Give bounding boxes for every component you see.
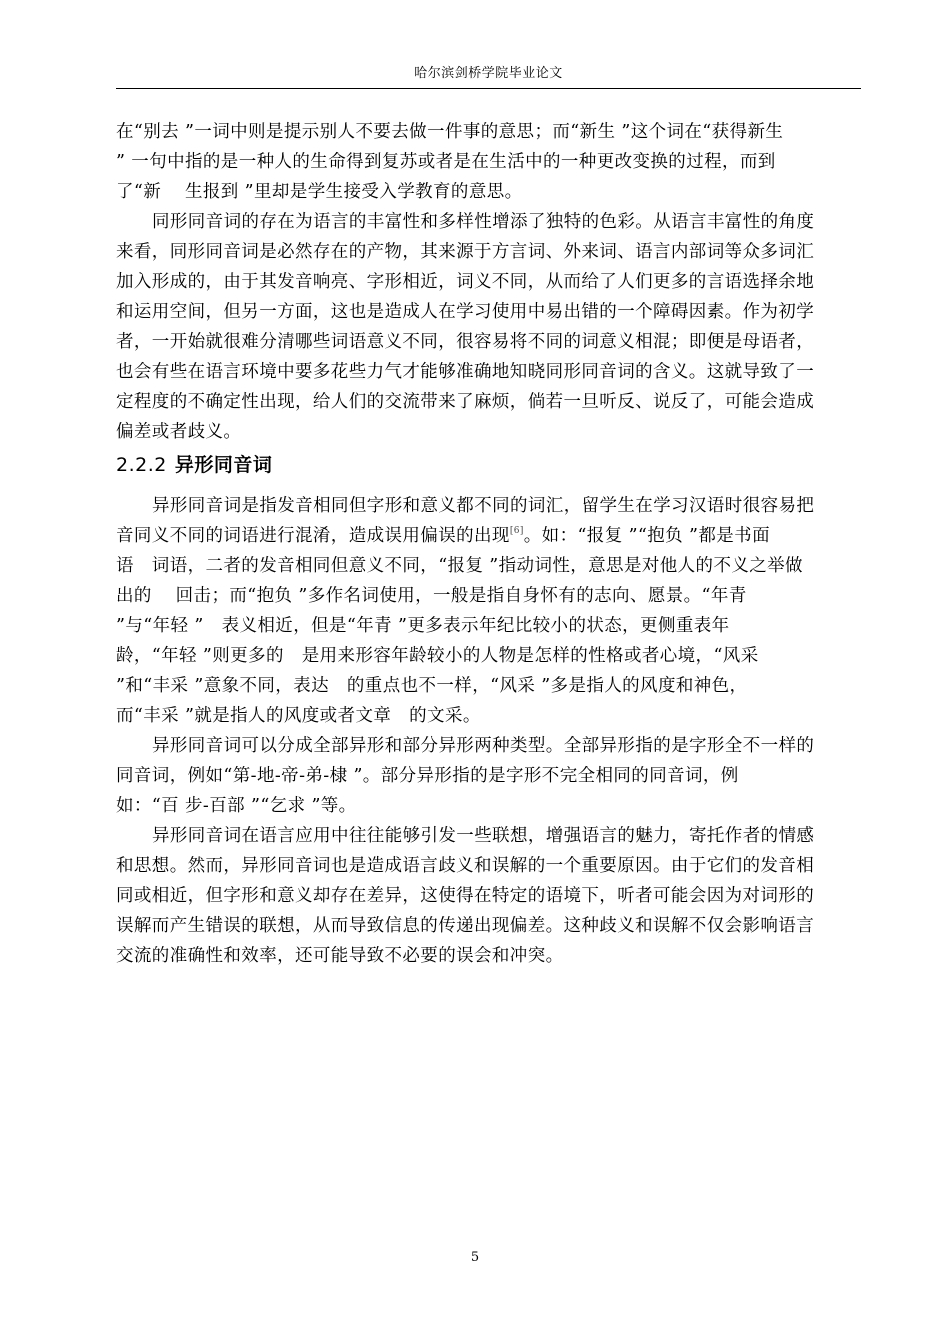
page-header xyxy=(116,64,861,89)
paragraph-1 xyxy=(116,117,868,207)
paragraph-line: 和运用空间，但另一方面，这也是造成人在学习使用中易出错的一个障碍因素。作为初学 xyxy=(116,302,815,322)
section-title: 异形同音词 xyxy=(174,454,273,476)
paragraph-line: 同音词，例如“第-地-帝-弟-棣 ”。部分异形指的是字形不完全相同的同音词，例 xyxy=(116,766,739,786)
line-text: 音同义不同的词语进行混淆，造成误用偏误的出现 xyxy=(116,526,510,546)
paragraph-line: 偏差或者歧义。 xyxy=(116,422,242,442)
paragraph-line: 异形同音词是指发音相同但字形和意义都不同的词汇，留学生在学习汉语时很容易把 xyxy=(152,496,815,516)
paragraph-line: 了“新 生报到 ”里却是学生接受入学教育的意思。 xyxy=(116,182,523,202)
page-number: 5 xyxy=(470,1250,480,1265)
citation-ref: [6] xyxy=(509,526,524,536)
paragraph-line: 同或相近，但字形和意义却存在差异，这使得在特定的语境下，听者可能会因为对词形的 xyxy=(116,886,815,906)
paragraph-3 xyxy=(116,491,868,731)
paragraph-2 xyxy=(116,207,868,447)
line-text: 。如：“报复 ”“抱负 ”都是书面 xyxy=(523,526,770,546)
paragraph-line: 同形同音词的存在为语言的丰富性和多样性增添了独特的色彩。从语言丰富性的角度 xyxy=(152,212,815,232)
paragraph-line: 和思想。然而，异形同音词也是造成语言歧义和误解的一个重要原因。由于它们的发音相 xyxy=(116,856,815,876)
paragraph-line: 来看，同形同音词是必然存在的产物，其来源于方言词、外来词、语言内部词等众多词汇 xyxy=(116,242,815,262)
section-number: 2.2.2 xyxy=(116,454,167,476)
paragraph-line: 出的 回击；而“抱负 ”多作名词使用，一般是指自身怀有的志向、愿景。“年青 xyxy=(116,586,747,606)
paragraph-line: 异形同音词可以分成全部异形和部分异形两种类型。全部异形指的是字形全不一样的 xyxy=(152,736,815,756)
paragraph-line: 加入形成的，由于其发音响亮、字形相近，词义不同，从而给了人们更多的言语选择余地 xyxy=(116,272,815,292)
paragraph-line: 也会有些在语言环境中要多花些力气才能够准确地知晓同形同音词的含义。这就导致了一 xyxy=(116,362,815,382)
paragraph-line: 龄，“年轻 ”则更多的 是用来形容年龄较小的人物是怎样的性格或者心境，“风采 xyxy=(116,646,759,666)
paragraph-line: ” 一句中指的是一种人的生命得到复苏或者是在生活中的一种更改变换的过程，而到 xyxy=(116,152,776,172)
paragraph-line: 如：“百 步-百部 ”“乞求 ”等。 xyxy=(116,796,357,816)
paragraph-line: ”和“丰采 ”意象不同，表达 的重点也不一样，“风采 ”多是指人的风度和神色， xyxy=(116,676,748,696)
paragraph-line: 误解而产生错误的联想，从而导致信息的传递出现偏差。这种歧义和误解不仅会影响语言 xyxy=(116,916,815,936)
paragraph-line: 语 词语，二者的发音相同但意义不同，“报复 ”指动词性，意思是对他人的不义之举做 xyxy=(116,556,803,576)
paragraph-line: 交流的准确性和效率，还可能导致不必要的误会和冲突。 xyxy=(116,946,564,966)
paragraph-line: ”与“年轻 ” 表义相近，但是“年青 ”更多表示年纪比较小的状态，更侧重表年 xyxy=(116,616,730,636)
page-body xyxy=(116,117,868,971)
paragraph-line: 而“丰采 ”就是指人的风度或者文章 的文采。 xyxy=(116,706,481,726)
section-heading xyxy=(116,449,868,483)
paragraph-line: 在“别去 ”一词中则是提示别人不要去做一件事的意思；而“新生 ”这个词在“获得新生 xyxy=(116,122,784,142)
header-title: 哈尔滨剑桥学院毕业论文 xyxy=(414,66,563,81)
paragraph-line: 异形同音词在语言应用中往往能够引发一些联想，增强语言的魅力，寄托作者的情感 xyxy=(152,826,815,846)
paragraph-line xyxy=(116,521,868,551)
paragraph-4 xyxy=(116,731,868,821)
paragraph-line: 者，一开始就很难分清哪些词语意义不同，很容易将不同的词意义相混；即便是母语者， xyxy=(116,332,815,352)
paragraph-line: 定程度的不确定性出现，给人们的交流带来了麻烦，倘若一旦听反、说反了，可能会造成 xyxy=(116,392,815,412)
paragraph-5 xyxy=(116,821,868,971)
